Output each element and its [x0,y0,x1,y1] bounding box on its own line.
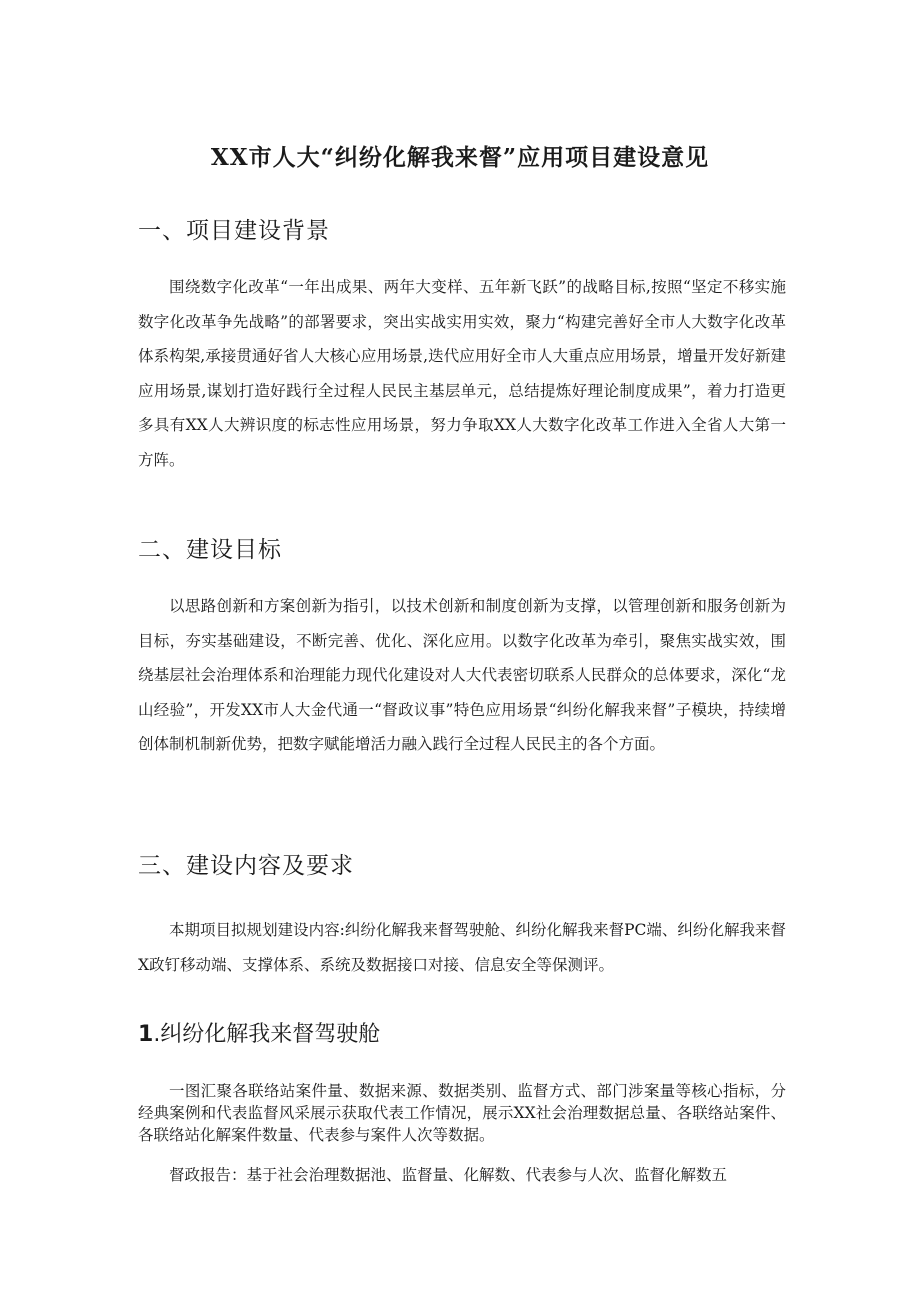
section-paragraph-goals: 以思路创新和方案创新为指引，以技术创新和制度创新为支撑，以管理创新和服务创新为目标，夯实基础建设，不断完善、优化、深化应用。以数字化改革为牵引，聚焦实战实效，围绕基层社会治理体系和治理能力现代化建设对人大代表密切联系人民群众的总体要求，深化“龙山经验”，开发XX市人大金代通一“督政议事”特色应用场景“纠纷化解我来督”子模块，持续增创体制机制新优势，把数字赋能增活力融入践行全过程人民民主的各个方面。 [138,597,786,753]
subsection-paragraph-report: 督政报告：基于社会治理数据池、监督量、化解数、代表参与人次、监督化解数五 [169,1166,728,1184]
subsection-paragraph-overview: 一图汇聚各联络站案件量、数据来源、数据类别、监督方式、部门涉案量等核心指标，分经典案例和代表监督风采展示获取代表工作情况，展示XX社会治理数据总量、各联络站案件、各联络站化解案件数量、代表参与案件人次等数据。 [138,1082,786,1144]
subsection-number: 1 [138,1022,154,1047]
section-heading-content: 三、建设内容及要求 [138,853,354,879]
subsection-heading-cockpit [138,1020,380,1050]
section-heading-background: 一、项目建设背景 [138,218,330,244]
section-paragraph-content: 本期项目拟规划建设内容:纠纷化解我来督驾驶舱、纠纷化解我来督PC端、纠纷化解我来督X政钉移动端、支撑体系、系统及数据接口对接、信息安全等保测评。 [138,921,786,974]
subsection-heading-text: .纠纷化解我来督驾驶舱 [153,1022,381,1047]
section-paragraph-background: 围绕数字化改革“一年出成果、两年大变样、五年新飞跃”的战略目标,按照“坚定不移实施数字化改革争先战略”的部署要求，突出实战实用实效，聚力“构建完善好全市人大数字化改革体系构架,承接贯通好省人大核心应用场景,迭代应用好全市人大重点应用场景，增量开发好新建应用场景,谋划打造好践行全过程人民民主基层单元，总结提炼好理论制度成果”，着力打造更多具有XX人大辨识度的标志性应用场景，努力争取XX人大数字化改革工作进入全省人大第一方阵。 [138,278,786,469]
document-title: XX市人大“纠纷化解我来督”应用项目建设意见 [210,144,710,171]
section-heading-goals: 二、建设目标 [138,537,282,563]
